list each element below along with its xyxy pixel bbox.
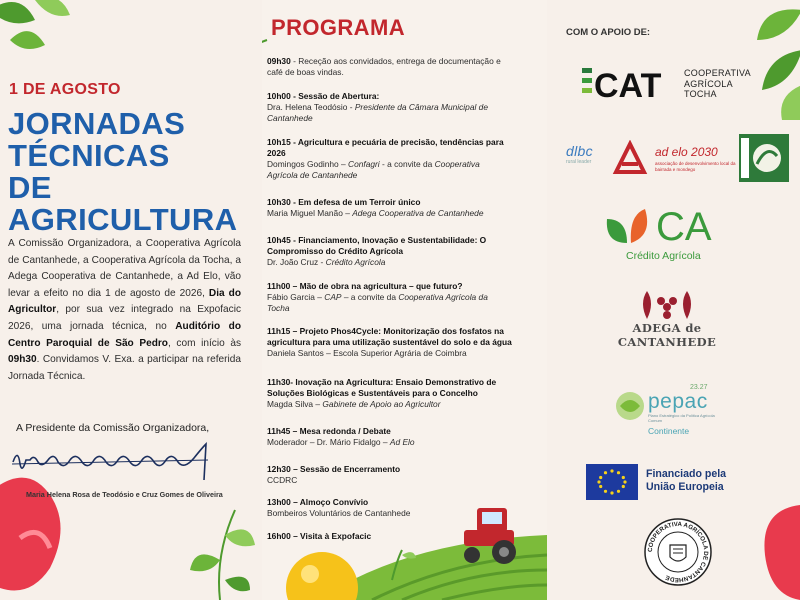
program-item: 09h30 - Receção aos convidados, entrega de documentação e café de boas vindas. [267, 56, 501, 77]
cat-logo [582, 66, 682, 102]
program-item: 11h30- Inovação na Agricultura: Ensaio Demonstrativo de Soluções Biológicas e Sustentáveis para o Concelho Magda Silva – Gabinete de Apoio ao Agricultor [267, 377, 497, 409]
pepac-subtitle: Plano Estratégico da Política Agrícola Comum [648, 413, 715, 423]
eu-flag-icon [586, 464, 638, 500]
eu-funding-label: Financiado pela União Europeia [646, 468, 727, 493]
adega-grapes-icon [637, 289, 697, 323]
program-item: 12h30 – Sessão de Encerramento CCDRC [267, 464, 401, 485]
cooperativa-seal-logo [643, 517, 713, 587]
pepac-globe-icon [614, 390, 646, 422]
pepac-year: 23.27 [690, 384, 708, 391]
support-label: COM O APOIO DE: [566, 27, 651, 38]
pepac-continente: Continente [648, 426, 690, 436]
title-line: TÉCNICAS [8, 138, 170, 173]
program-item: 10h30 - Em defesa de um Terroir único Maria Miguel Manão – Adega Cooperativa de Cantanhede [267, 197, 484, 218]
program-title: PROGRAMA [271, 15, 405, 40]
adega-logo: ADEGA de CANTANHEDE [617, 321, 717, 349]
program-item: 11h15 – Projeto Phos4Cycle: Monitorização dos fosfatos na agricultura para uma utilização sustentável do solo e da água Daniela Santos – Escola Superior Agrária de Coimbra [267, 326, 512, 358]
leader-logo-icon [739, 134, 789, 182]
balloon-decoration-icon [755, 500, 800, 600]
title-line: DE AGRICULTURA [8, 170, 238, 237]
program-item: 10h15 - Agricultura e pecuária de precisão, tendências para 2026 Domingos Godinho – Confagri - a convite da Cooperativa Agrícola de Cantanhede [267, 137, 504, 180]
program-item: 16h00 – Visita à Expofacic [267, 531, 372, 541]
cat-label: COOPERATIVA AGRÍCOLA TOCHA [684, 68, 751, 99]
event-date: 1 DE AGOSTO [9, 81, 121, 98]
program-item: 11h45 – Mesa redonda / Debate Moderador – Dr. Mário Fidalgo – Ad Elo [267, 426, 415, 447]
svg-text:COOPERATIVA AGRÍCOLA DE CANTAN: COOPERATIVA AGRÍCOLA DE CANTANHEDE [646, 520, 710, 584]
credito-agricola-mark-icon [605, 205, 653, 245]
credito-agricola-label: Crédito Agrícola [626, 250, 701, 262]
balloon-decoration-icon [282, 548, 362, 600]
president-label: A Presidente da Comissão Organizadora, [16, 422, 210, 434]
dlbc-logo: dlbc [566, 143, 593, 159]
dlbc-subtitle: rural leader [566, 159, 592, 165]
adelo-subtitle: associação de desenvolvimento local da bairrada e mondego [655, 161, 736, 172]
pepac-logo: pepac [648, 390, 708, 413]
leaf-decoration-icon [742, 0, 800, 120]
signature-image [8, 440, 228, 482]
svg-text:CA: CA [656, 205, 712, 248]
leaf-decoration-icon [180, 505, 262, 600]
program-item: 11h00 – Mão de obra na agricultura – que futuro? Fábio Garcia – CAP – a convite da Cooperativa Agrícola da Tocha [267, 281, 488, 313]
leaf-decoration-icon [0, 0, 80, 65]
title-line: JORNADAS [8, 106, 186, 141]
adelo-mark-icon [612, 140, 648, 176]
program-item: 10h45 - Financiamento, Inovação e Sustentabilidade: O Compromisso do Crédito Agrícola Dr. João Cruz - Crédito Agrícola [267, 235, 487, 267]
program-item: 13h00 – Almoço Convívio Bombeiros Voluntários de Cantanhede [267, 497, 411, 518]
program-item: 10h00 - Sessão de Abertura: Dra. Helena Teodósio - Presidente da Câmara Municipal de Cantanhede [267, 91, 488, 123]
event-title [8, 108, 248, 236]
adelo-logo: ad elo 2030 [655, 145, 718, 159]
left-panel [0, 0, 262, 600]
intro-paragraph: A Comissão Organizadora, a Cooperativa Agrícola de Cantanhede, a Cooperativa Agrícola da Tocha, a Adega Cooperativa de Cantanhede, a Ad Elo, vão levar a efeito no dia 1 de agosto de 2026, Dia do Agricultor, por sua vez integrado na Expofacic 2026, uma jornada técnica, no Auditório do Centro Paroquial de São Pedro, com início às 09h30. Convidamos V. Exa. a participar na referida Jornada Técnica. [8, 238, 242, 382]
credito-agricola-logo [656, 202, 726, 248]
svg-text:CAT: CAT [594, 67, 662, 102]
signature-name: Maria Helena Rosa de Teodósio e Cruz Gomes de Oliveira [26, 490, 223, 499]
balloon-decoration-icon [0, 468, 75, 600]
